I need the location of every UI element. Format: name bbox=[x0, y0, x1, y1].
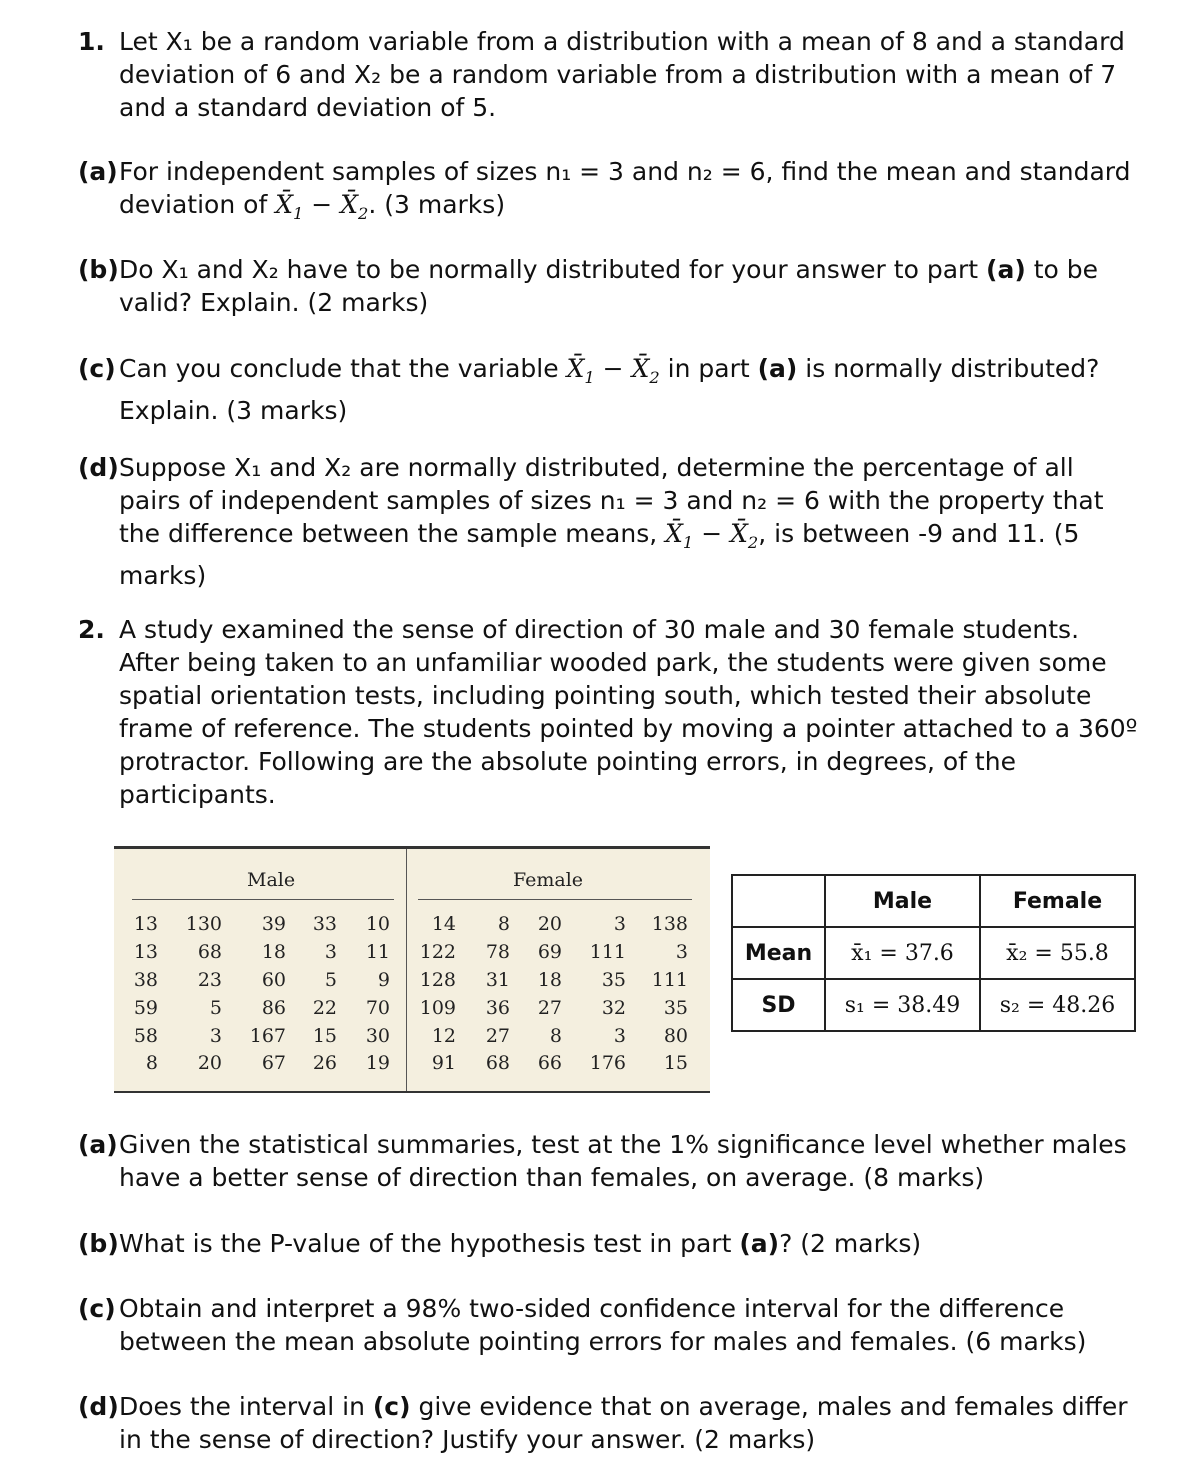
male-error-cell: 33 bbox=[312, 913, 337, 935]
male-column-header: Male bbox=[247, 869, 296, 891]
male-error-cell: 70 bbox=[365, 997, 390, 1019]
table-row bbox=[114, 969, 710, 997]
q2-part-d bbox=[78, 1390, 1138, 1456]
female-error-cell: 35 bbox=[601, 969, 626, 991]
female-error-cell: 66 bbox=[537, 1052, 562, 1074]
male-error-cell: 38 bbox=[133, 969, 158, 991]
math-operator: − bbox=[303, 190, 341, 219]
text-segment: , is between -9 and 11. (5 marks) bbox=[119, 519, 1080, 590]
male-error-cell: 67 bbox=[261, 1052, 286, 1074]
female-error-cell: 14 bbox=[431, 913, 456, 935]
summary-header-row bbox=[732, 875, 1135, 927]
male-error-cell: 3 bbox=[324, 941, 337, 963]
question-1 bbox=[78, 25, 1138, 124]
math-symbol: X̄ bbox=[665, 519, 683, 548]
male-error-cell: 167 bbox=[249, 1025, 286, 1047]
male-error-cell: 3 bbox=[209, 1025, 222, 1047]
female-error-cell: 27 bbox=[537, 997, 562, 1019]
math-expression bbox=[566, 354, 660, 387]
pointing-errors-table bbox=[114, 846, 710, 1093]
female-error-cell: 111 bbox=[651, 969, 688, 991]
summary-mean-row bbox=[732, 927, 1135, 979]
table-row bbox=[114, 913, 710, 941]
female-error-cell: 35 bbox=[663, 997, 688, 1019]
female-error-cell: 12 bbox=[431, 1025, 456, 1047]
q2-part-a bbox=[78, 1128, 1138, 1194]
male-error-cell: 20 bbox=[197, 1052, 222, 1074]
female-mean: x̄₂ = 55.8 bbox=[980, 927, 1135, 979]
male-error-cell: 19 bbox=[365, 1052, 390, 1074]
math-subscript: 1 bbox=[584, 368, 595, 387]
female-error-cell: 18 bbox=[537, 969, 562, 991]
part-reference: (a) bbox=[757, 354, 798, 383]
math-subscript: 1 bbox=[293, 204, 304, 223]
table-row bbox=[114, 941, 710, 969]
sd-row-label: SD bbox=[732, 979, 825, 1031]
q2-part-b bbox=[78, 1227, 1138, 1260]
question-number: 2. bbox=[78, 615, 105, 644]
part-label: (c) bbox=[78, 354, 116, 383]
text-segment: is normally distributed? Explain. (3 marks) bbox=[119, 354, 1100, 425]
male-error-cell: 5 bbox=[324, 969, 337, 991]
male-error-cell: 5 bbox=[209, 997, 222, 1019]
part-reference: (a) bbox=[986, 255, 1026, 284]
male-error-cell: 30 bbox=[365, 1025, 390, 1047]
male-error-cell: 39 bbox=[261, 913, 286, 935]
female-error-cell: 3 bbox=[675, 941, 688, 963]
female-error-cell: 32 bbox=[601, 997, 626, 1019]
q1-part-b bbox=[78, 253, 1138, 319]
text-segment: Does the interval in bbox=[119, 1392, 373, 1421]
male-mean: x̄₁ = 37.6 bbox=[825, 927, 980, 979]
female-column-header: Female bbox=[513, 869, 584, 891]
part-text bbox=[78, 1227, 1138, 1260]
male-error-cell: 11 bbox=[365, 941, 390, 963]
female-error-cell: 20 bbox=[537, 913, 562, 935]
table-row bbox=[114, 1052, 710, 1080]
math-symbol: X̄ bbox=[631, 354, 650, 383]
math-operator: − bbox=[693, 519, 731, 548]
female-error-cell: 15 bbox=[663, 1052, 688, 1074]
math-symbol: X̄ bbox=[340, 190, 359, 219]
male-error-cell: 68 bbox=[197, 941, 222, 963]
female-error-cell: 8 bbox=[549, 1025, 562, 1047]
female-error-cell: 8 bbox=[497, 913, 510, 935]
question-2 bbox=[78, 613, 1138, 811]
female-error-cell: 80 bbox=[663, 1025, 688, 1047]
male-error-cell: 8 bbox=[145, 1052, 158, 1074]
part-text bbox=[78, 253, 1138, 319]
male-error-cell: 13 bbox=[133, 941, 158, 963]
text-segment: Suppose X₁ and X₂ are normally distributed, determine the percentage of all pairs of independent samples of sizes n₁ = 3 and n₂ = 6 with the property that the difference between the sample means, bbox=[119, 453, 1104, 548]
part-reference: (c) bbox=[372, 1392, 411, 1421]
text-segment: in part bbox=[659, 354, 758, 383]
math-symbol: X̄ bbox=[730, 519, 748, 548]
part-label: (d) bbox=[78, 1392, 119, 1421]
female-sd: s₂ = 48.26 bbox=[980, 979, 1135, 1031]
male-error-cell: 86 bbox=[261, 997, 286, 1019]
text-segment: For independent samples of sizes n₁ = 3 and n₂ = 6, find the mean and standard deviation of bbox=[119, 157, 1131, 219]
math-subscript: 2 bbox=[358, 204, 369, 223]
math-subscript: 2 bbox=[747, 533, 759, 552]
part-text: Obtain and interpret a 98% two-sided confidence interval for the difference between the mean absolute pointing errors for males and females. (6 marks) bbox=[119, 1294, 1087, 1356]
male-error-cell: 26 bbox=[312, 1052, 337, 1074]
text-segment: give evidence that on average, males and females differ in the sense of direction? Justify your answer. (2 marks) bbox=[119, 1392, 1128, 1454]
question-text: A study examined the sense of direction of 30 male and 30 female students. After being taken to an unfamiliar wooded park, the students were given some spatial orientation tests, including pointing south, which tested their absolute frame of reference. The students pointed by moving a pointer attached to a 360º protractor. Following are the absolute pointing errors, in degrees, of the participants. bbox=[119, 615, 1138, 809]
female-error-cell: 3 bbox=[613, 1025, 626, 1047]
q2-part-c bbox=[78, 1292, 1138, 1358]
female-error-cell: 176 bbox=[589, 1052, 626, 1074]
text-segment: What is the P-value of the hypothesis test in part bbox=[119, 1229, 740, 1258]
math-expression bbox=[275, 190, 369, 223]
math-operator: − bbox=[594, 354, 632, 383]
text-segment: ? (2 marks) bbox=[779, 1229, 922, 1258]
male-error-cell: 23 bbox=[197, 969, 222, 991]
table-row bbox=[114, 997, 710, 1025]
female-error-cell: 69 bbox=[537, 941, 562, 963]
male-error-cell: 58 bbox=[133, 1025, 158, 1047]
math-subscript: 1 bbox=[682, 533, 694, 552]
question-text: Let X₁ be a random variable from a distribution with a mean of 8 and a standard deviation of 6 and X₂ be a random variable from a distribution with a mean of 7 and a standard deviation of 5. bbox=[119, 27, 1125, 122]
female-header-cell: Female bbox=[980, 875, 1135, 927]
part-label: (b) bbox=[78, 1229, 119, 1258]
part-label: (c) bbox=[78, 1294, 116, 1323]
male-error-cell: 22 bbox=[312, 997, 337, 1019]
q1-part-d bbox=[78, 451, 1138, 592]
female-error-cell: 68 bbox=[485, 1052, 510, 1074]
part-text bbox=[78, 352, 1138, 427]
q1-part-c bbox=[78, 352, 1138, 427]
part-label: (d) bbox=[78, 453, 119, 482]
text-segment: Do X₁ and X₂ have to be normally distributed for your answer to part bbox=[119, 255, 987, 284]
text-segment: to be valid? Explain. (2 marks) bbox=[119, 255, 1099, 317]
male-sd: s₁ = 38.49 bbox=[825, 979, 980, 1031]
corner-cell bbox=[732, 875, 825, 927]
female-error-cell: 111 bbox=[589, 941, 626, 963]
summary-table bbox=[731, 874, 1136, 1032]
q1-part-a bbox=[78, 155, 1138, 230]
part-reference: (a) bbox=[739, 1229, 780, 1258]
part-text bbox=[78, 155, 1138, 230]
math-subscript: 2 bbox=[649, 368, 660, 387]
male-error-cell: 13 bbox=[133, 913, 158, 935]
male-error-cell: 10 bbox=[365, 913, 390, 935]
text-segment: . (3 marks) bbox=[368, 190, 506, 219]
part-label: (a) bbox=[78, 157, 118, 186]
male-error-cell: 130 bbox=[185, 913, 222, 935]
math-expression bbox=[665, 519, 759, 552]
female-error-cell: 128 bbox=[419, 969, 456, 991]
header-rule bbox=[132, 899, 394, 900]
part-label: (a) bbox=[78, 1130, 118, 1159]
part-label: (b) bbox=[78, 255, 119, 284]
male-header-cell: Male bbox=[825, 875, 980, 927]
female-error-cell: 91 bbox=[431, 1052, 456, 1074]
summary-sd-row bbox=[732, 979, 1135, 1031]
female-error-cell: 27 bbox=[485, 1025, 510, 1047]
text-segment: Can you conclude that the variable bbox=[119, 354, 567, 383]
question-number: 1. bbox=[78, 27, 105, 56]
part-text bbox=[78, 1390, 1138, 1456]
male-error-cell: 60 bbox=[261, 969, 286, 991]
math-symbol: X̄ bbox=[275, 190, 294, 219]
part-text: Given the statistical summaries, test at the 1% significance level whether males have a better sense of direction than females, on average. (8 marks) bbox=[119, 1130, 1127, 1192]
female-error-cell: 78 bbox=[485, 941, 510, 963]
female-error-cell: 36 bbox=[485, 997, 510, 1019]
male-error-cell: 18 bbox=[261, 941, 286, 963]
mean-row-label: Mean bbox=[732, 927, 825, 979]
female-error-cell: 122 bbox=[419, 941, 456, 963]
table-row bbox=[114, 1025, 710, 1053]
female-error-cell: 109 bbox=[419, 997, 456, 1019]
header-rule bbox=[418, 899, 692, 900]
math-symbol: X̄ bbox=[566, 354, 585, 383]
male-error-cell: 15 bbox=[312, 1025, 337, 1047]
part-text bbox=[78, 451, 1138, 592]
female-error-cell: 31 bbox=[485, 969, 510, 991]
female-error-cell: 138 bbox=[651, 913, 688, 935]
male-error-cell: 9 bbox=[377, 969, 390, 991]
female-error-cell: 3 bbox=[613, 913, 626, 935]
male-error-cell: 59 bbox=[133, 997, 158, 1019]
